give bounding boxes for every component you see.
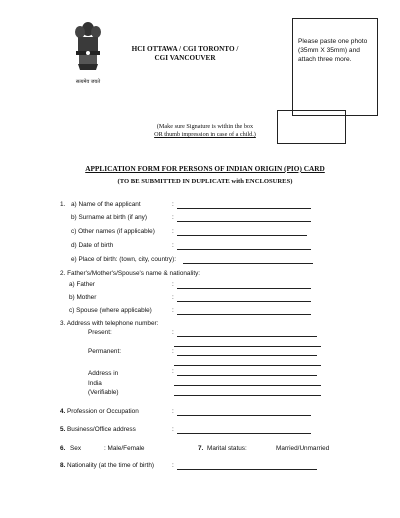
- present-address-field-line-2[interactable]: [174, 346, 321, 347]
- signature-note-line-1: (Make sure Signature is within the box: [156, 123, 254, 130]
- date-of-birth-label: d) Date of birth: [71, 242, 114, 249]
- nationality-at-birth-field[interactable]: [177, 469, 317, 470]
- spouse-field[interactable]: [177, 314, 311, 315]
- colon: :: [172, 329, 174, 336]
- signature-instruction: [140, 123, 270, 139]
- item-number-6: 6.: [60, 445, 66, 452]
- permanent-address-label: Permanent:: [88, 348, 122, 355]
- parents-spouse-heading: 2. Father's/Mother's/Spouse's name & nationality:: [60, 270, 201, 277]
- address-heading: 3. Address with telephone number:: [60, 320, 159, 327]
- india-address-field-line-3[interactable]: [174, 395, 321, 396]
- present-address-field[interactable]: [177, 336, 317, 337]
- form-title: APPLICATION FORM FOR PERSONS OF INDIAN ORIGIN (PIO) CARD: [85, 164, 325, 173]
- colon: :: [172, 294, 174, 301]
- occupation-field[interactable]: [177, 415, 311, 416]
- present-address-label: Present:: [88, 329, 112, 336]
- surname-at-birth-label: b) Surname at birth (if any): [71, 214, 148, 221]
- mother-field[interactable]: [177, 301, 311, 302]
- applicant-name-label: a) Name of the applicant: [71, 201, 141, 208]
- form-subtitle: (TO BE SUBMITTED IN DUPLICATE with ENCLOSURES): [117, 178, 293, 185]
- item-number-5: 5.: [60, 426, 66, 433]
- national-emblem-logo: [70, 20, 106, 86]
- emblem-caption: सत्यमेव जयते: [75, 79, 101, 85]
- item-number-1: 1.: [60, 201, 66, 208]
- colon: :: [172, 201, 174, 208]
- other-names-label: c) Other names (if applicable): [71, 228, 155, 235]
- colon: :: [172, 426, 174, 433]
- colon: :: [172, 228, 174, 235]
- other-names-field[interactable]: [177, 235, 307, 236]
- colon: :: [172, 214, 174, 221]
- colon: :: [172, 242, 174, 249]
- lion-capital-icon: [70, 20, 106, 76]
- sex-options[interactable]: : Male/Female: [104, 445, 145, 452]
- mother-label: b) Mother: [69, 294, 97, 301]
- india-address-field-line-2[interactable]: [174, 385, 321, 386]
- colon: :: [172, 307, 174, 314]
- header-line-2: CGI VANCOUVER: [154, 54, 216, 62]
- office-header: [112, 45, 258, 63]
- marital-status-label: Marital status:: [207, 445, 247, 452]
- photo-box[interactable]: [292, 18, 378, 116]
- sex-label: Sex: [70, 445, 82, 452]
- marital-status-options[interactable]: Married/Unmarried: [276, 445, 330, 452]
- business-address-label: Business/Office address: [67, 426, 136, 433]
- india-address-line-2: India: [88, 379, 102, 387]
- colon: :: [172, 348, 174, 355]
- business-address-field[interactable]: [177, 433, 311, 434]
- header-line-1: HCI OTTAWA / CGI TORONTO /: [131, 45, 239, 53]
- colon: :: [172, 462, 174, 469]
- item-number-7: 7.: [198, 445, 204, 452]
- applicant-name-field[interactable]: [177, 208, 311, 209]
- item-number-4: 4.: [60, 408, 66, 415]
- item-number-8: 8.: [60, 462, 66, 469]
- father-field[interactable]: [177, 288, 311, 289]
- surname-at-birth-field[interactable]: [177, 221, 311, 222]
- colon: :: [172, 368, 174, 375]
- place-of-birth-label: e) Place of birth: (town, city, country):: [71, 256, 177, 263]
- colon: :: [172, 408, 174, 415]
- colon: :: [172, 281, 174, 288]
- date-of-birth-field[interactable]: [177, 249, 311, 250]
- india-address-line-1: Address in: [88, 370, 119, 377]
- india-address-label: [88, 369, 119, 398]
- occupation-label: Profession or Occupation: [67, 408, 139, 415]
- permanent-address-field[interactable]: [177, 355, 317, 356]
- signature-note-line-2: OR thumb impression in case of a child.): [154, 131, 256, 138]
- permanent-address-field-line-2[interactable]: [174, 365, 321, 366]
- signature-box[interactable]: [277, 110, 346, 144]
- place-of-birth-field[interactable]: [183, 263, 313, 264]
- india-address-line-3: (Verifiable): [88, 389, 119, 396]
- father-label: a) Father: [69, 281, 95, 288]
- india-address-field[interactable]: [177, 375, 317, 376]
- photo-instruction: Please paste one photo (35mm X 35mm) and attach three more.: [298, 38, 368, 64]
- spouse-label: c) Spouse (where applicable): [69, 307, 152, 314]
- nationality-at-birth-label: Nationality (at the time of birth): [67, 462, 155, 469]
